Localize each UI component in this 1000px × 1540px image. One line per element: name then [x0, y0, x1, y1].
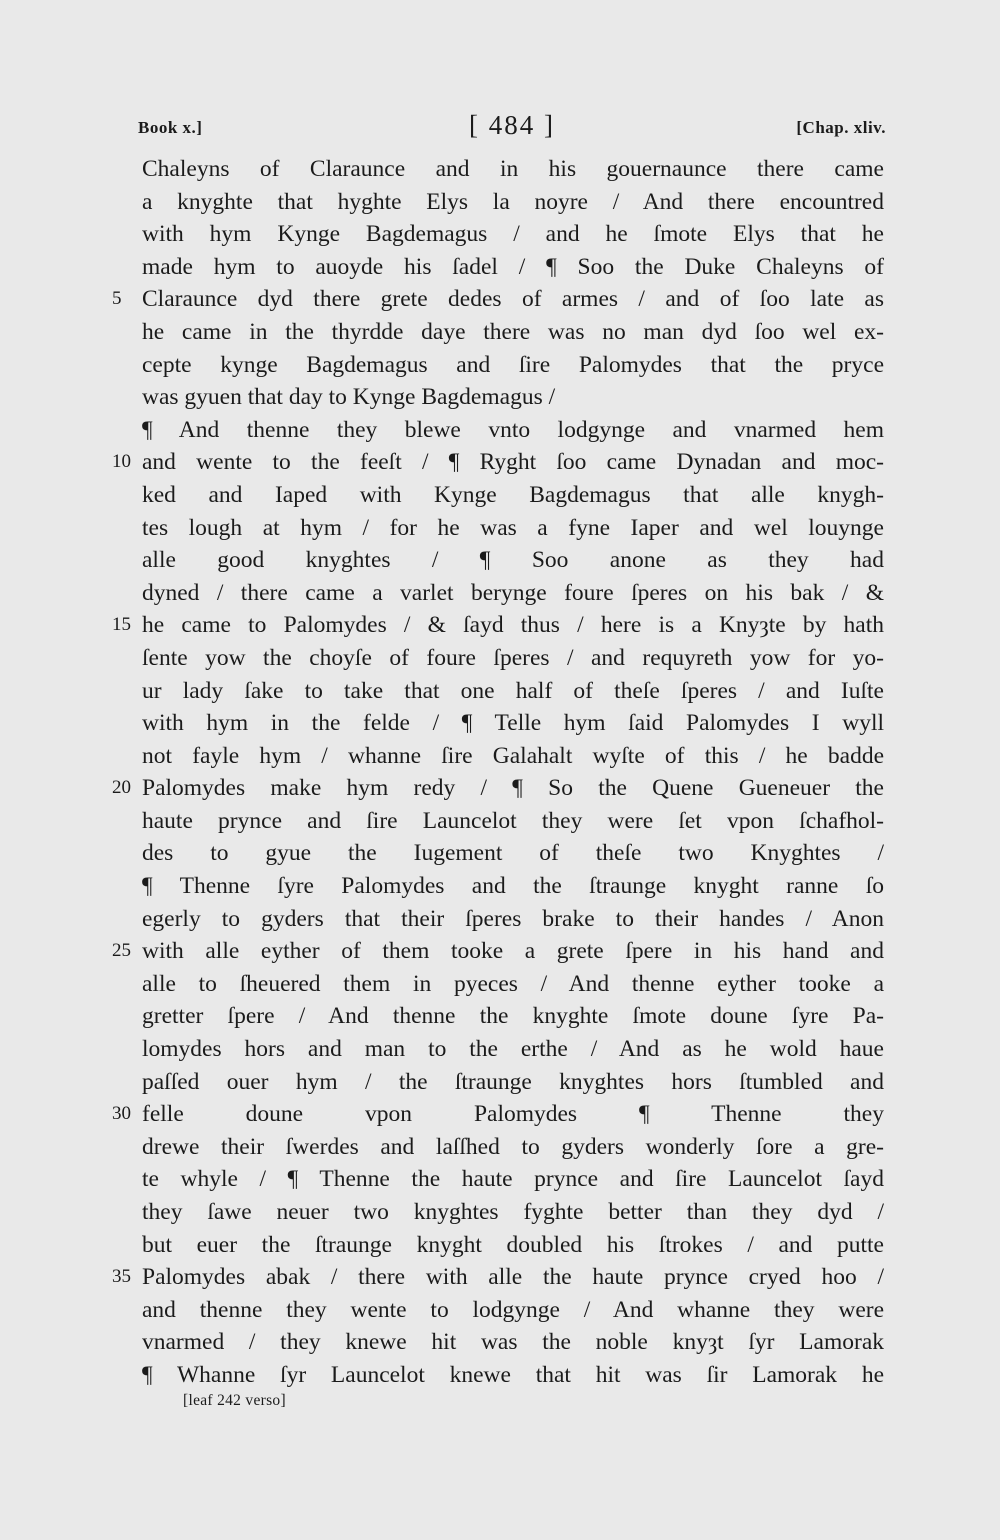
text-line — [142, 414, 884, 447]
line-text: alle to ſheuered them in pyeces / And thenne eyther tooke a — [142, 970, 884, 997]
text-line — [142, 1131, 884, 1164]
text-line — [142, 1033, 884, 1066]
text-line — [142, 837, 884, 870]
line-text: tes lough at hym / for he was a fyne Iaper and wel louynge — [142, 514, 884, 541]
line-number: 20 — [112, 777, 131, 799]
text-line — [112, 283, 884, 316]
line-text: Chaleyns of Claraunce and in his gouernaunce there came — [142, 156, 884, 182]
line-text: he came to Palomydes / & ſayd thus / here is a Knyȝte by hath — [142, 612, 884, 639]
line-text: a knyghte that hyghte Elys la noyre / And there encountred — [142, 188, 884, 215]
line-text: felle doune vpon Palomydes ¶ Thenne they — [142, 1101, 884, 1128]
leaf-reference: [leaf 242 verso] — [183, 1392, 286, 1409]
text-line — [142, 805, 884, 838]
text-line — [142, 642, 884, 675]
page-number: [ 484 ] — [469, 110, 555, 140]
line-text: ¶ Thenne ſyre Palomydes and the ſtraunge knyght ranne ſo — [142, 873, 884, 900]
line-text: lomydes hors and man to the erthe / And as he wold haue — [142, 1036, 884, 1063]
line-text: gretter ſpere / And thenne the knyghte ſmote doune ſyre Pa- — [142, 1003, 884, 1030]
line-text: he came in the thyrdde daye there was no man dyd ſoo wel ex- — [142, 318, 884, 345]
line-number: 5 — [112, 288, 122, 310]
text-line — [142, 381, 884, 414]
text-line — [142, 903, 884, 936]
line-text: drewe their ſwerdes and laſſhed to gyders wonderly ſore a gre- — [142, 1133, 884, 1160]
text-line — [142, 1326, 884, 1359]
line-text: Claraunce dyd there grete dedes of armes / and of ſoo late as — [142, 286, 884, 313]
text-line — [142, 1196, 884, 1229]
line-text: they ſawe neuer two knyghtes fyghte better than they dyd / — [142, 1199, 884, 1225]
line-text: des to gyue the Iugement of theſe two Knyghtes / — [142, 840, 884, 867]
text-line — [142, 707, 884, 740]
line-text: Palomydes make hym redy / ¶ So the Quene Gueneuer the — [142, 775, 884, 802]
line-text: vnarmed / they knewe hit was the noble knyȝt ſyr Lamorak — [142, 1329, 884, 1356]
line-number: 35 — [112, 1266, 131, 1288]
line-text: egerly to gyders that their ſperes brake to their handes / Anon — [142, 905, 884, 932]
text-line — [112, 1098, 884, 1131]
text-line — [112, 935, 884, 968]
line-text: and thenne they wente to lodgynge / And whanne they were — [142, 1296, 884, 1323]
body-text — [112, 153, 884, 1392]
text-line — [142, 870, 884, 903]
line-text: ked and Iaped with Kynge Bagdemagus that alle knygh- — [142, 481, 884, 508]
line-text: with hym in the felde / ¶ Telle hym ſaid Palomydes I wyll — [142, 710, 884, 737]
line-number: 30 — [112, 1103, 131, 1125]
line-text: haute prynce and ſire Launcelot they were ſet vpon ſchafhol- — [142, 807, 884, 834]
line-text: paſſed ouer hym / the ſtraunge knyghtes hors ſtumbled and — [142, 1068, 884, 1095]
text-line — [142, 740, 884, 773]
line-text: was gyuen that day to Kynge Bagdemagus / — [142, 384, 556, 411]
line-text: with hym Kynge Bagdemagus / and he ſmote Elys that he — [142, 221, 884, 248]
line-text: te whyle / ¶ Thenne the haute prynce and ſire Launcelot ſayd — [142, 1166, 884, 1193]
line-text: and wente to the feeſt / ¶ Ryght ſoo came Dynadan and moc- — [142, 449, 884, 476]
line-number: 10 — [112, 451, 131, 473]
running-head — [138, 110, 886, 146]
text-line — [142, 1294, 884, 1327]
line-number: 25 — [112, 940, 131, 962]
text-line — [142, 218, 884, 251]
text-line — [142, 1066, 884, 1099]
text-line — [112, 446, 884, 479]
text-line — [112, 1261, 884, 1294]
text-line — [142, 1163, 884, 1196]
line-text: with alle eyther of them tooke a grete ſpere in his hand and — [142, 938, 884, 965]
text-line — [142, 1359, 884, 1392]
text-line — [142, 675, 884, 708]
line-text: ¶ Whanne ſyr Launcelot knewe that hit was ſir Lamorak he — [142, 1361, 884, 1388]
text-line — [112, 772, 884, 805]
chapter-number: [Chap. xliv. — [796, 118, 886, 137]
line-text: made hym to auoyde his ſadel / ¶ Soo the Duke Chaleyns of — [142, 253, 884, 280]
line-number: 15 — [112, 614, 131, 636]
line-text: ur lady ſake to take that one half of theſe ſperes / and Iuſte — [142, 677, 884, 704]
text-line — [142, 577, 884, 610]
text-line — [112, 609, 884, 642]
text-line — [142, 153, 884, 186]
text-line — [142, 1000, 884, 1033]
line-text: but euer the ſtraunge knyght doubled his ſtrokes / and putte — [142, 1231, 884, 1258]
line-text: ¶ And thenne they blewe vnto lodgynge and vnarmed hem — [142, 416, 884, 443]
text-line — [142, 316, 884, 349]
line-text: not fayle hym / whanne ſire Galahalt wyſte of this / he badde — [142, 742, 884, 769]
line-text: dyned / there came a varlet berynge foure ſperes on his bak / & — [142, 579, 884, 606]
line-text: cepte kynge Bagdemagus and ſire Palomydes that the pryce — [142, 351, 884, 378]
line-text: ſente yow the choyſe of foure ſperes / and requyreth yow for yo- — [142, 644, 884, 671]
text-line — [142, 1229, 884, 1262]
text-line — [142, 968, 884, 1001]
line-text: Palomydes abak / there with alle the haute prynce cryed hoo / — [142, 1264, 884, 1291]
book-number: Book x.] — [138, 118, 203, 137]
text-line — [142, 186, 884, 219]
text-line — [142, 544, 884, 577]
text-line — [142, 251, 884, 284]
text-line — [142, 479, 884, 512]
line-text: alle good knyghtes / ¶ Soo anone as they had — [142, 547, 884, 574]
text-line — [142, 512, 884, 545]
text-line — [142, 349, 884, 382]
